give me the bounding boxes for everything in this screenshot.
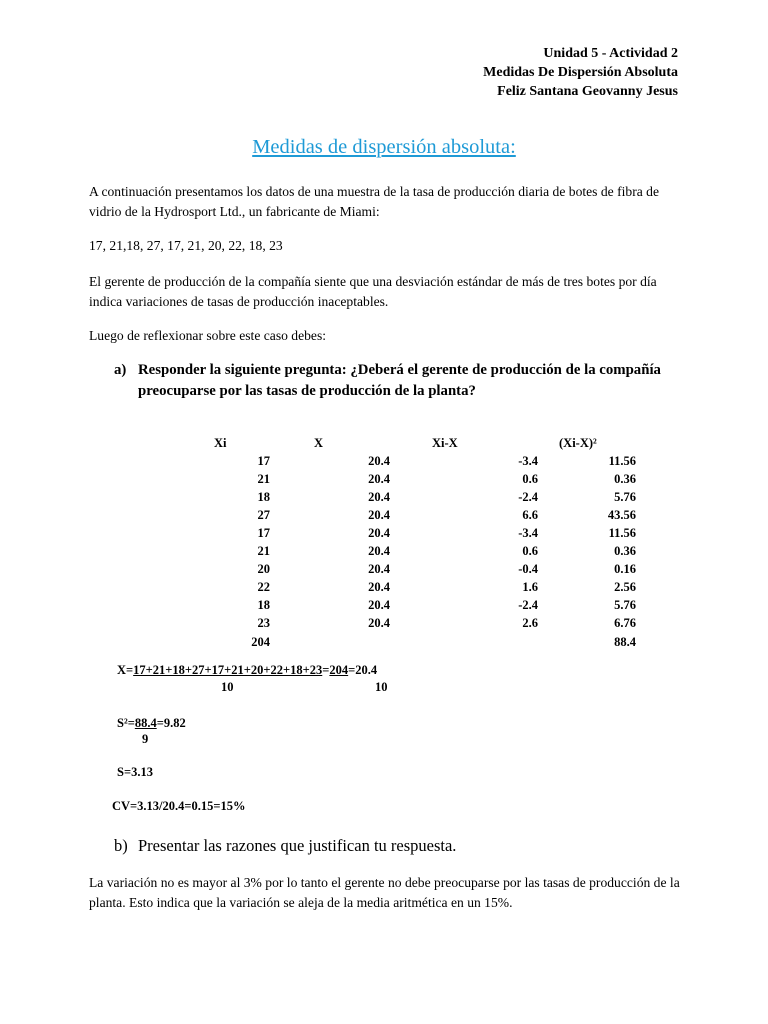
cell-sq: 0.36	[614, 471, 636, 486]
cell-sq: 6.76	[614, 616, 636, 631]
cell-sq: 5.76	[614, 598, 636, 613]
cell-x: 20.4	[368, 507, 390, 522]
table-row	[200, 543, 636, 561]
variance-numerator: 88.4	[134, 716, 157, 730]
cell-x: 20.4	[368, 616, 390, 631]
question-a	[114, 360, 674, 402]
total-xi: 204	[251, 634, 270, 649]
mean-equals: =	[322, 663, 330, 677]
cell-x: 20.4	[368, 489, 390, 504]
cell-xi: 22	[257, 580, 270, 595]
header-xi-minus-x: Xi-X	[432, 435, 458, 450]
manager-paragraph: El gerente de producción de la compañía siente que una desviación estándar de más de tres botes por día indica variaciones de tasas de producción inaceptables.	[89, 274, 657, 309]
cell-diff: -2.4	[518, 598, 538, 613]
cell-diff: -2.4	[518, 489, 538, 504]
question-b-marker: b)	[114, 836, 128, 855]
header-author: Feliz Santana Geovanny Jesus	[497, 84, 678, 99]
table-row	[200, 524, 636, 542]
cell-x: 20.4	[368, 453, 390, 468]
table-total-row	[200, 633, 636, 651]
mean-formula	[117, 663, 377, 678]
mean-prefix: X=	[117, 663, 134, 677]
cell-sq: 11.56	[608, 526, 636, 541]
cell-x: 20.4	[368, 544, 390, 559]
header-squared: (Xi-X)²	[559, 435, 597, 450]
header-unit: Unidad 5 - Actividad 2	[543, 46, 678, 61]
document-header	[483, 44, 678, 101]
header-x: X	[314, 435, 324, 450]
cell-diff: 0.6	[522, 471, 538, 486]
cell-xi: 20	[257, 562, 270, 577]
cell-xi: 27	[257, 507, 270, 522]
cell-diff: -0.4	[518, 562, 538, 577]
mean-sum: 17+21+18+27+17+21+20+22+18+23	[133, 663, 323, 677]
table-header-row	[200, 434, 636, 452]
cell-xi: 23	[257, 616, 270, 631]
cell-sq: 2.56	[614, 580, 636, 595]
variance-result: =9.82	[156, 716, 186, 730]
table-row	[200, 597, 636, 615]
total-squared: 88.4	[614, 634, 636, 649]
question-b	[114, 835, 674, 856]
variance-denominator: 9	[142, 732, 149, 746]
cell-diff: 2.6	[522, 616, 538, 631]
question-b-text: Presentar las razones que justifican tu respuesta.	[138, 836, 457, 855]
conclusion-paragraph: La variación no es mayor al 3% por lo tanto el gerente no debe preocuparse por las tasas de producción de la planta. Esto indica que la variación se aleja de la media aritmética en un 15%.	[89, 875, 680, 910]
mean-total: 204	[329, 663, 349, 677]
cell-sq: 0.36	[614, 544, 636, 559]
cell-xi: 18	[257, 489, 270, 504]
cell-sq: 43.56	[607, 507, 636, 522]
cell-sq: 0.16	[614, 562, 636, 577]
cell-x: 20.4	[368, 580, 390, 595]
cell-x: 20.4	[368, 562, 390, 577]
cell-xi: 18	[257, 598, 270, 613]
table-row	[200, 488, 636, 506]
page-title: Medidas de dispersión absoluta:	[252, 136, 516, 158]
table-row	[200, 470, 636, 488]
deviation-table	[200, 434, 636, 651]
mean-denominator: 10	[221, 680, 234, 694]
std-dev-formula: S=3.13	[117, 765, 153, 779]
cell-xi: 21	[257, 471, 270, 486]
cell-x: 20.4	[368, 526, 390, 541]
cell-x: 20.4	[368, 598, 390, 613]
data-line: 17, 21,18, 27, 17, 21, 20, 22, 18, 23	[89, 238, 283, 253]
variance-prefix: S²=	[117, 716, 135, 730]
table-row	[200, 506, 636, 524]
cell-diff: -3.4	[518, 526, 538, 541]
cell-xi: 17	[257, 526, 270, 541]
cell-sq: 5.76	[614, 489, 636, 504]
mean-total-denominator: 10	[375, 680, 388, 694]
table-row	[200, 561, 636, 579]
question-a-text: Responder la siguiente pregunta: ¿Deberá el gerente de producción de la compañía preocuparse por las tasas de producción de la planta?	[138, 362, 661, 399]
header-subject: Medidas De Dispersión Absoluta	[483, 65, 678, 80]
cell-diff: 0.6	[522, 544, 538, 559]
header-xi: Xi	[214, 435, 227, 450]
cell-diff: -3.4	[518, 453, 538, 468]
mean-result: =20.4	[348, 663, 378, 677]
table-row	[200, 615, 636, 633]
cell-xi: 21	[257, 544, 270, 559]
reflect-paragraph: Luego de reflexionar sobre este caso debes:	[89, 328, 327, 343]
variance-formula	[117, 716, 186, 731]
table-row	[200, 579, 636, 597]
cell-xi: 17	[257, 453, 270, 468]
table-row	[200, 452, 636, 470]
cell-x: 20.4	[368, 471, 390, 486]
cell-sq: 11.56	[608, 453, 636, 468]
cell-diff: 6.6	[522, 507, 538, 522]
cv-formula: CV=3.13/20.4=0.15=15%	[112, 799, 246, 813]
intro-paragraph: A continuación presentamos los datos de una muestra de la tasa de producción diaria de botes de fibra de vidrio de la Hydrosport Ltd., un fabricante de Miami:	[89, 184, 659, 219]
cell-diff: 1.6	[522, 580, 538, 595]
question-a-marker: a)	[114, 362, 127, 378]
